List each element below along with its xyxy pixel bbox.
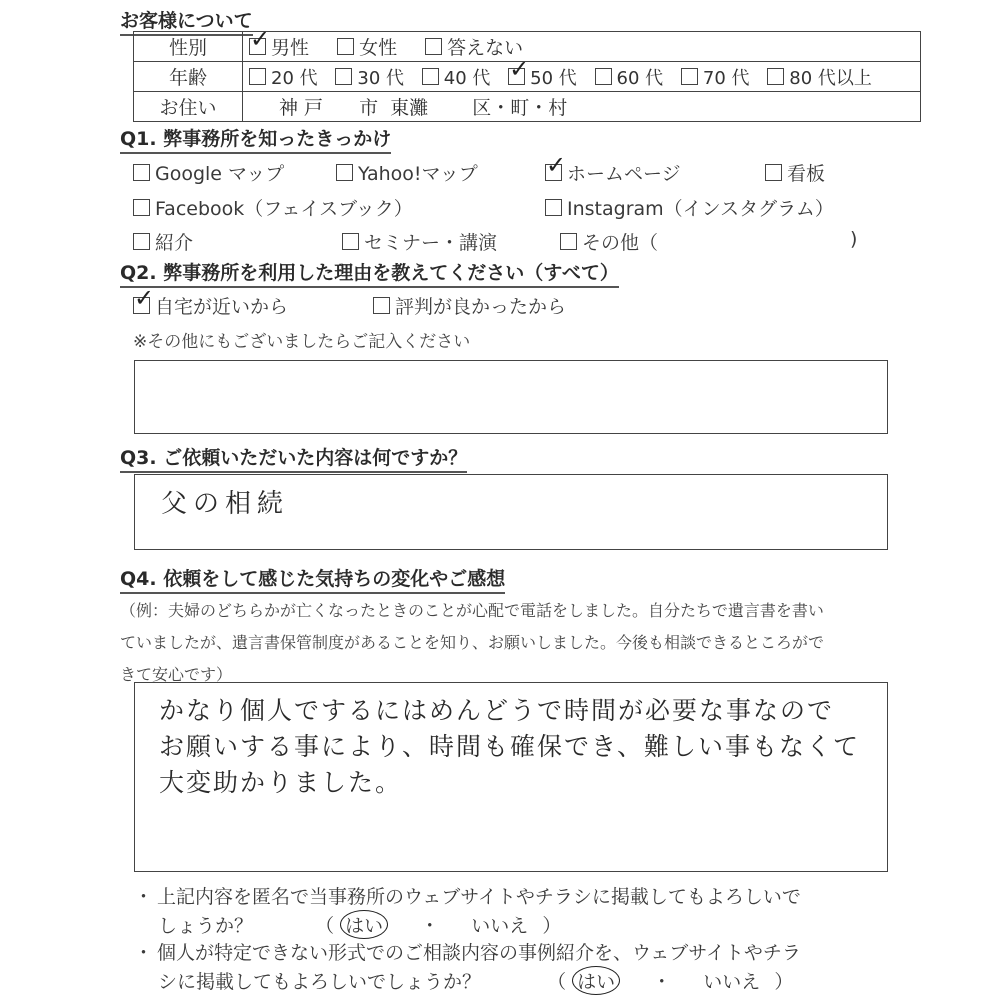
checkmark-icon: ✓ — [250, 25, 271, 53]
checkbox[interactable] — [595, 68, 612, 85]
checkbox[interactable] — [133, 164, 150, 181]
age-option-30[interactable]: 30 代 — [335, 68, 404, 89]
address-label: お住い — [134, 92, 243, 122]
q2-answer-box[interactable] — [134, 360, 888, 434]
q1-option-yahoo[interactable]: Yahoo!マップ — [336, 159, 478, 186]
checkbox[interactable] — [342, 233, 359, 250]
address-row — [134, 92, 921, 122]
age-option-40[interactable]: 40 代 — [422, 68, 491, 89]
q4-answer-box[interactable] — [134, 682, 888, 872]
q1-heading: Q1. 弊事務所を知ったきっかけ — [120, 124, 391, 154]
checkbox[interactable] — [337, 38, 354, 55]
consent-2-yes[interactable]: はい — [572, 966, 620, 995]
consent-2-line-1: ・ 個人が特定できない形式でのご相談内容の事例紹介を、ウェブサイトやチラ — [134, 942, 801, 964]
age-option-60[interactable]: 60 代 — [595, 68, 664, 89]
checkbox[interactable] — [765, 164, 782, 181]
customer-heading: お客様について — [120, 6, 253, 36]
checkbox[interactable] — [335, 68, 352, 85]
q4-example-line-3: きて安心です） — [120, 665, 233, 684]
checkbox[interactable] — [133, 199, 150, 216]
consent-1-line-1: ・ 上記内容を匿名で当事務所のウェブサイトやチラシに掲載してもよろしいで — [134, 886, 801, 908]
q3-heading: Q3. ご依頼いただいた内容は何ですか？ — [120, 443, 467, 473]
address-ward-suffix: 区・町・村 — [472, 97, 568, 119]
checkbox[interactable] — [560, 233, 577, 250]
checkbox[interactable] — [508, 54, 530, 85]
checkbox[interactable] — [425, 38, 442, 55]
checkbox[interactable] — [133, 284, 155, 314]
checkbox[interactable] — [249, 25, 271, 55]
age-label: 年齢 — [134, 62, 243, 92]
checkbox[interactable] — [373, 297, 390, 314]
q4-answer-line-2: お願いする事により、時間も確保でき、難しい事もなくて — [159, 732, 861, 761]
q3-answer-text: 父の相続 — [161, 489, 290, 519]
gender-option-female[interactable]: 女性 — [337, 37, 397, 59]
checkbox[interactable] — [422, 68, 439, 85]
q1-option-referral[interactable]: 紹介 — [133, 228, 193, 255]
q4-example-line-1: （例：夫婦のどちらかが亡くなったときのことが心配で電話をしました。自分たちで遺言書を書い — [120, 601, 824, 620]
q3-answer-box[interactable] — [134, 474, 888, 550]
checkbox[interactable] — [249, 68, 266, 85]
q2-note: ※その他にもございましたらご記入ください — [133, 332, 471, 352]
q4-answer-line-1: かなり個人でするにはめんどうで時間が必要な事なので — [159, 696, 835, 725]
q2-option-reputation[interactable]: 評判が良かったから — [373, 292, 566, 319]
checkbox[interactable] — [545, 199, 562, 216]
checkbox[interactable] — [133, 233, 150, 250]
q1-option-other[interactable]: その他（ — [560, 228, 658, 255]
consent-2-no[interactable]: いいえ — [703, 971, 761, 993]
q2-option-near-home[interactable]: ✓ 自宅が近いから — [134, 284, 289, 318]
q1-option-seminar[interactable]: セミナー・講演 — [342, 228, 497, 255]
checkbox[interactable] — [545, 151, 567, 181]
consent-1-yes[interactable]: はい — [340, 910, 388, 939]
q1-other-close: ) — [850, 228, 858, 250]
address-value[interactable] — [243, 92, 921, 122]
age-row — [134, 62, 921, 92]
q4-example-line-2: ていましたが、遺言書保管制度があることを知り、お願いしました。今後も相談できるところがで — [120, 633, 825, 652]
gender-options — [243, 25, 921, 62]
checkmark-icon: ✓ — [134, 284, 155, 312]
q4-heading: Q4. 依頼をして感じた気持ちの変化やご感想 — [120, 564, 505, 594]
gender-label: 性別 — [134, 32, 243, 62]
consent-1-no[interactable]: いいえ — [471, 915, 529, 937]
age-options — [243, 54, 921, 92]
gender-option-noanswer[interactable]: 答えない — [425, 37, 523, 59]
address-city-suffix: 市 — [359, 97, 379, 119]
q1-option-signboard[interactable]: 看板 — [765, 159, 825, 186]
consent-1-line-2: しょうか？ （ はい ・ いいえ ） — [158, 910, 561, 939]
gender-option-male[interactable]: ✓ 男性 — [250, 25, 310, 59]
consent-2-line-2: シに掲載してもよろしいでしょうか？ （ はい ・ いいえ ） — [158, 966, 793, 995]
q2-heading: Q2. 弊事務所を利用した理由を教えてください（すべて） — [120, 258, 619, 288]
age-option-20[interactable]: 20 代 — [249, 68, 318, 89]
age-option-50[interactable]: ✓ 50 代 — [509, 54, 577, 89]
address-city: 神 戸 — [279, 97, 324, 119]
checkbox[interactable] — [767, 68, 784, 85]
checkbox[interactable] — [336, 164, 353, 181]
customer-info-table — [133, 25, 921, 122]
checkbox[interactable] — [681, 68, 698, 85]
age-option-80plus[interactable]: 80 代以上 — [767, 68, 872, 89]
address-ward: 東灘 — [390, 97, 429, 119]
q1-option-homepage[interactable]: ✓ ホームページ — [546, 151, 681, 185]
age-option-70[interactable]: 70 代 — [681, 68, 750, 89]
checkmark-icon: ✓ — [509, 54, 530, 83]
checkmark-icon: ✓ — [546, 151, 567, 179]
q1-option-facebook[interactable]: Facebook（フェイスブック） — [133, 194, 413, 221]
q1-option-instagram[interactable]: Instagram（インスタグラム） — [545, 194, 834, 221]
q4-answer-line-3: 大変助かりました。 — [159, 768, 403, 797]
q1-option-google[interactable]: Google マップ — [133, 159, 284, 186]
